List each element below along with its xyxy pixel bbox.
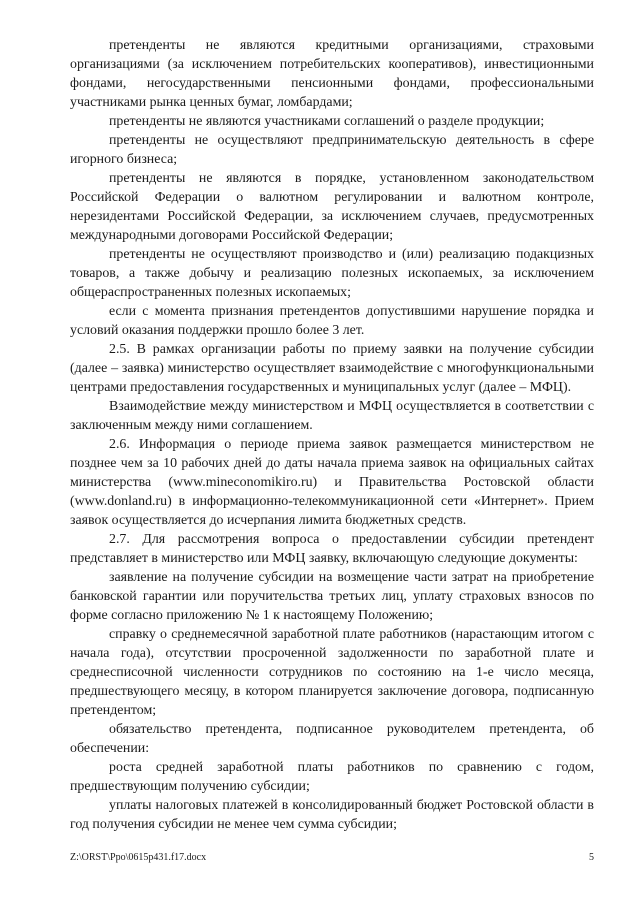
section-paragraph-2-6: 2.6. Информация о периоде приема заявок размещается министерством не позднее чем за 10 рабочих дней до даты начала приема заявок на официальных сайтах министерства (www.mineconomikiro.ru) и Правительства Ростовской области (www.donland.ru) в информационно-телекоммуникационной сети «Интернет». Прием заявок осуществляется до исчерпания лимита бюджетных средств. <box>70 437 594 528</box>
paragraph: если с момента признания претендентов допустившими нарушение порядка и условий оказания поддержки прошло более 3 лет. <box>70 304 594 338</box>
page-number: 5 <box>589 852 594 863</box>
paragraph: Взаимодействие между министерством и МФЦ осуществляется в соответствии с заключенным между ними соглашением. <box>70 399 594 433</box>
paragraph: претенденты не осуществляют предпринимательскую деятельность в сфере игорного бизнеса; <box>70 133 594 167</box>
paragraph: претенденты не осуществляют производство и (или) реализацию подакцизных товаров, а также добычу и реализацию полезных ископаемых, за исключением общераспространенных полезных ископаемых; <box>70 247 594 300</box>
document-body <box>70 36 594 834</box>
section-paragraph-2-5: 2.5. В рамках организации работы по приему заявки на получение субсидии (далее – заявка) министерство осуществляет взаимодействие с многофункциональными центрами предоставления государственных и муниципальных услуг (далее – МФЦ). <box>70 342 594 395</box>
paragraph: заявление на получение субсидии на возмещение части затрат на приобретение банковской гарантии или поручительства третьих лиц, уплату страховых взносов по форме согласно приложению № 1 к настоящему Положению; <box>70 570 594 623</box>
paragraph: претенденты не являются участниками соглашений о разделе продукции; <box>109 114 545 129</box>
section-paragraph-2-7: 2.7. Для рассмотрения вопроса о предоставлении субсидии претендент представляет в министерство или МФЦ заявку, включающую следующие документы: <box>70 532 594 566</box>
paragraph: обязательство претендента, подписанное руководителем претендента, об обеспечении: <box>70 722 594 756</box>
paragraph: претенденты не являются в порядке, установленном законодательством Российской Федерации о валютном регулировании и валютном контроле, нерезидентами Российской Федерации, за исключением случаев, предусмотренных международными договорами Российской Федерации; <box>70 171 594 243</box>
paragraph: роста средней заработной платы работников по сравнению с годом, предшествующим получению субсидии; <box>70 760 594 794</box>
paragraph: уплаты налоговых платежей в консолидированный бюджет Ростовской области в год получения субсидии не менее чем сумма субсидии; <box>70 798 594 832</box>
footer-file-path: Z:\ORST\Ppo\0615p431.f17.docx <box>70 852 207 863</box>
paragraph: претенденты не являются кредитными организациями, страховыми организациями (за исключением потребительских кооперативов), инвестиционными фондами, негосударственными пенсионными фондами, профессиональными участниками рынка ценных бумаг, ломбардами; <box>70 38 594 110</box>
paragraph: справку о среднемесячной заработной плате работников (нарастающим итогом с начала года), отсутствии просроченной задолженности по заработной плате и среднесписочной численности сотрудников по состоянию на 1-е число месяца, предшествующего месяцу, в котором планируется заключение договора, подписанную претендентом; <box>70 627 594 718</box>
